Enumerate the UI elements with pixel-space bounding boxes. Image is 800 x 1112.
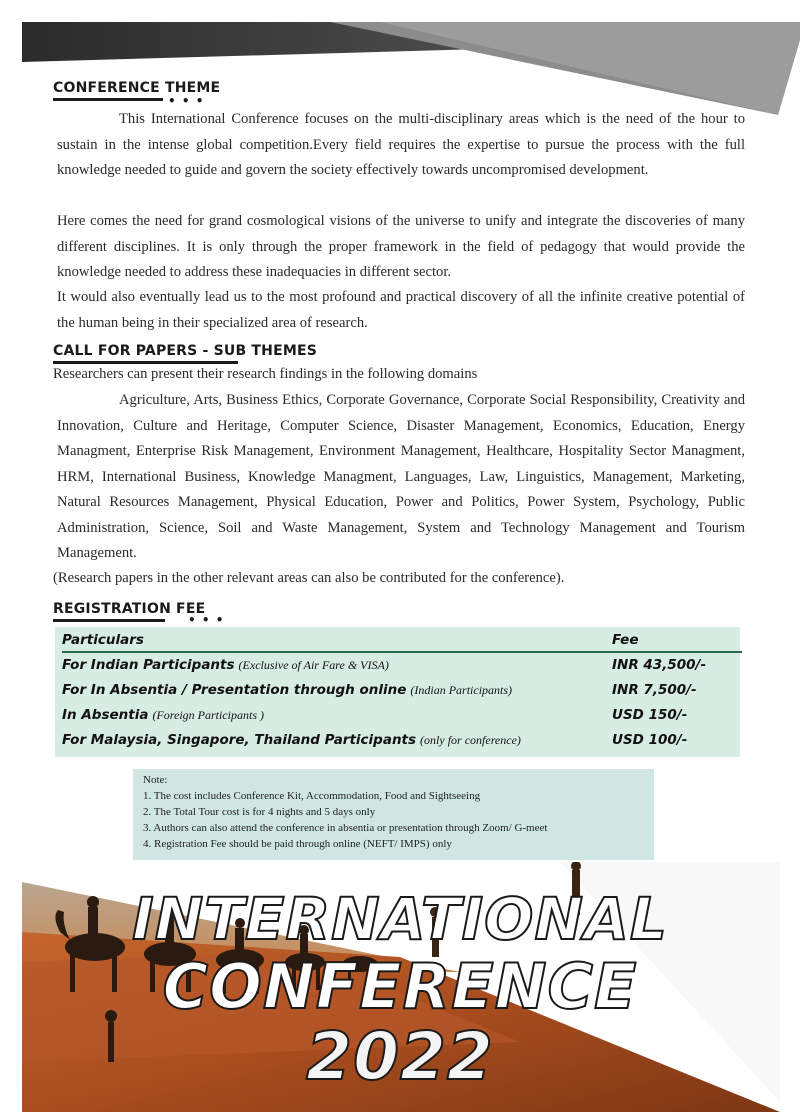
table-row	[62, 682, 737, 706]
theme-paragraph-3: It would also eventually lead us to the most profound and practical discovery of all the infinite creative potential of the human being in their specialized area of research.	[57, 289, 745, 331]
table-row	[62, 657, 737, 681]
theme-paragraph-1: This International Conference focuses on the multi-disciplinary areas which is the need of the hour to sustain in the intense global competition.Every field requires the expertise to pursue the process with the full knowledge needed to guide and govern the society effectively towards uncompromised development.	[57, 111, 745, 178]
top-decorative-banner	[0, 0, 800, 120]
fee-particular: For In Absentia / Presentation through online	[62, 682, 407, 698]
fee-amount: INR 43,500/-	[612, 657, 707, 673]
registration-fee-table	[55, 627, 740, 757]
fee-particular: For Indian Participants	[62, 657, 235, 673]
column-fee: Fee	[612, 632, 639, 648]
heading-underline	[53, 98, 163, 101]
table-row	[62, 732, 737, 756]
notes-box	[133, 769, 654, 860]
registration-fee-heading: REGISTRATION FEE	[53, 601, 206, 617]
list-item: 3. Authors can also attend the conference in absentia or presentation through Zoom/ G-meet	[143, 822, 548, 834]
call-for-papers-heading: CALL FOR PAPERS - SUB THEMES	[53, 343, 318, 359]
conference-theme-heading: CONFERENCE THEME	[53, 80, 221, 96]
fee-particular-note: (Exclusive of Air Fare & VISA)	[238, 658, 389, 672]
fee-particular-note: (Indian Participants)	[410, 683, 513, 697]
heading-dots: • • •	[168, 94, 205, 108]
call-for-papers-footnote: (Research papers in the other relevant areas can also be contributed for the conference).	[53, 570, 565, 586]
fee-amount: USD 100/-	[612, 732, 688, 748]
call-for-papers-domains: Agriculture, Arts, Business Ethics, Corporate Governance, Corporate Social Responsibility, Creativity and Innovation, Culture and Heritage, Computer Science, Disaster Management, Economics, Education, Energy Managment, Enterprise Risk Management, Environment Management, Healthcare, Hospitality Sector Managment, HRM, International Business, Knowledge Managment, Languages, Law, Linguistics, Management, Marketing, Natural Resources Management, Physical Education, Power and Politics, Power System, Psychology, Public Administration, Science, Soil and Waste Management, System and Technology Management and Tourism Management.	[57, 392, 745, 561]
heading-underline	[53, 619, 165, 622]
fee-particular: In Absentia	[62, 707, 149, 723]
fee-particular-note: (Foreign Participants )	[152, 708, 264, 722]
fee-amount: INR 7,500/-	[612, 682, 697, 698]
fee-table-header-rule	[62, 651, 742, 653]
call-for-papers-intro: Researchers can present their research findings in the following domains	[53, 366, 478, 382]
heading-dots: • • •	[188, 613, 225, 627]
notes-title: Note:	[143, 774, 168, 786]
theme-paragraph-2: Here comes the need for grand cosmological visions of the universe to unify and integrate the discoveries of many different disciplines. It is only through the proper framework in the field of pedagogy that would provide the knowledge needed to address these inadequacies in different sector.	[57, 213, 745, 280]
banner-year: 2022	[306, 1018, 494, 1095]
banner-conference: CONFERENCE	[162, 950, 638, 1023]
fee-particular: For Malaysia, Singapore, Thailand Participants	[62, 732, 417, 748]
table-row	[62, 707, 737, 731]
fee-particular-note: (only for conference)	[420, 733, 521, 747]
list-item: 4. Registration Fee should be paid through online (NEFT/ IMPS) only	[143, 838, 452, 850]
list-item: 1. The cost includes Conference Kit, Accommodation, Food and Sightseeing	[143, 790, 481, 802]
list-item: 2. The Total Tour cost is for 4 nights and 5 days only	[143, 806, 376, 818]
banner-international: INTERNATIONAL	[132, 885, 668, 953]
fee-amount: USD 150/-	[612, 707, 688, 723]
column-particulars: Particulars	[62, 632, 144, 648]
